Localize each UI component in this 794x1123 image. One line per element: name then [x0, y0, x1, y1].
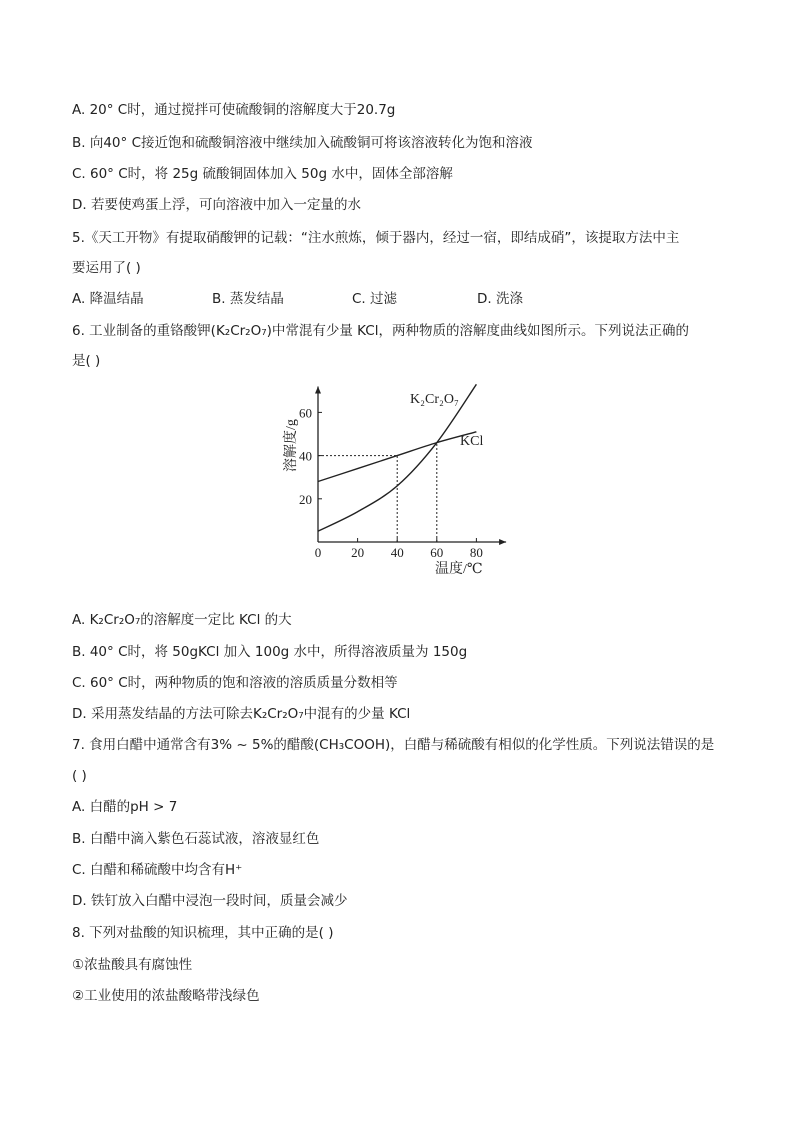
q5-option-d: D. 洗涤 — [477, 291, 523, 307]
q8-item-2: ②工业使用的浓盐酸略带浅绿色 — [72, 988, 260, 1004]
q5-options — [72, 289, 754, 309]
y-axis-label: 溶解度/g — [284, 419, 299, 472]
solubility-chart — [280, 372, 530, 587]
q6-option-c: C. 60° C时，两种物质的饱和溶液的溶质质量分数相等 — [72, 675, 398, 691]
q7-option-a: A. 白醋的pH > 7 — [72, 799, 178, 815]
q8-item-1: ①浓盐酸具有腐蚀性 — [72, 957, 193, 973]
q5-stem-line2: 要运用了( ) — [72, 260, 141, 276]
x-tick-label: 60 — [430, 545, 444, 560]
q5-option-b: B. 蒸发结晶 — [212, 291, 284, 307]
q4-option-c: C. 60° C时，将 25g 硫酸铜固体加入 50g 水中，固体全部溶解 — [72, 166, 453, 182]
y-tick-label: 40 — [299, 448, 312, 464]
q4-option-d: D. 若要使鸡蛋上浮，可向溶液中加入一定量的水 — [72, 197, 361, 213]
q7-stem-line2: ( ) — [72, 768, 87, 784]
series-label-kcl: KCl — [460, 434, 484, 449]
x-tick-label: 20 — [351, 545, 365, 560]
x-tick-label: 0 — [314, 545, 322, 560]
q5-option-a: A. 降温结晶 — [72, 291, 144, 307]
q6-stem-line2: 是( ) — [72, 353, 101, 369]
y-tick-label: 60 — [299, 405, 312, 421]
q4-option-a: A. 20° C时，通过搅拌可使硫酸铜的溶解度大于20.7g — [72, 102, 396, 118]
q5-option-c: C. 过滤 — [352, 291, 398, 307]
q6-option-d: D. 采用蒸发结晶的方法可除去K₂Cr₂O₇中混有的少量 KCl — [72, 706, 411, 722]
q7-option-d: D. 铁钉放入白醋中浸泡一段时间，质量会减少 — [72, 893, 348, 909]
x-axis-label: 温度/℃ — [435, 562, 483, 577]
q7-stem-line1: 7. 食用白醋中通常含有3% ~ 5%的醋酸(CH₃COOH)，白醋与稀硫酸有相似的化学性质。下列说法错误的是 — [72, 737, 715, 753]
x-axis-arrow — [499, 539, 506, 545]
q6-option-b: B. 40° C时，将 50gKCl 加入 100g 水中，所得溶液质量为 150g — [72, 644, 468, 660]
q7-option-b: B. 白醋中滴入紫色石蕊试液，溶液显红色 — [72, 831, 320, 847]
q5-stem-line1: 5.《天工开物》有提取硝酸钾的记载：“注水煎炼，倾于器内，经过一宿，即结成硝”，该提取方法中主 — [72, 230, 680, 246]
solubility-chart-svg — [280, 372, 530, 587]
q6-stem-line1: 6. 工业制备的重铬酸钾(K₂Cr₂O₇)中常混有少量 KCl，两种物质的溶解度曲线如图所示。下列说法正确的 — [72, 323, 689, 339]
q7-option-c: C. 白醋和稀硫酸中均含有H⁺ — [72, 862, 243, 878]
y-axis-arrow — [315, 386, 321, 393]
y-tick-label: 20 — [299, 491, 312, 507]
q8-stem: 8. 下列对盐酸的知识梳理，其中正确的是( ) — [72, 925, 334, 941]
q6-option-a: A. K₂Cr₂O₇的溶解度一定比 KCl 的大 — [72, 612, 292, 628]
x-tick-label: 40 — [390, 545, 404, 560]
q4-option-b: B. 向40° C接近饱和硫酸铜溶液中继续加入硫酸铜可将该溶液转化为饱和溶液 — [72, 135, 533, 151]
series-label-k2cr2o7: K₂Cr₂O₇ — [410, 392, 459, 407]
x-tick-label: 80 — [469, 545, 483, 560]
